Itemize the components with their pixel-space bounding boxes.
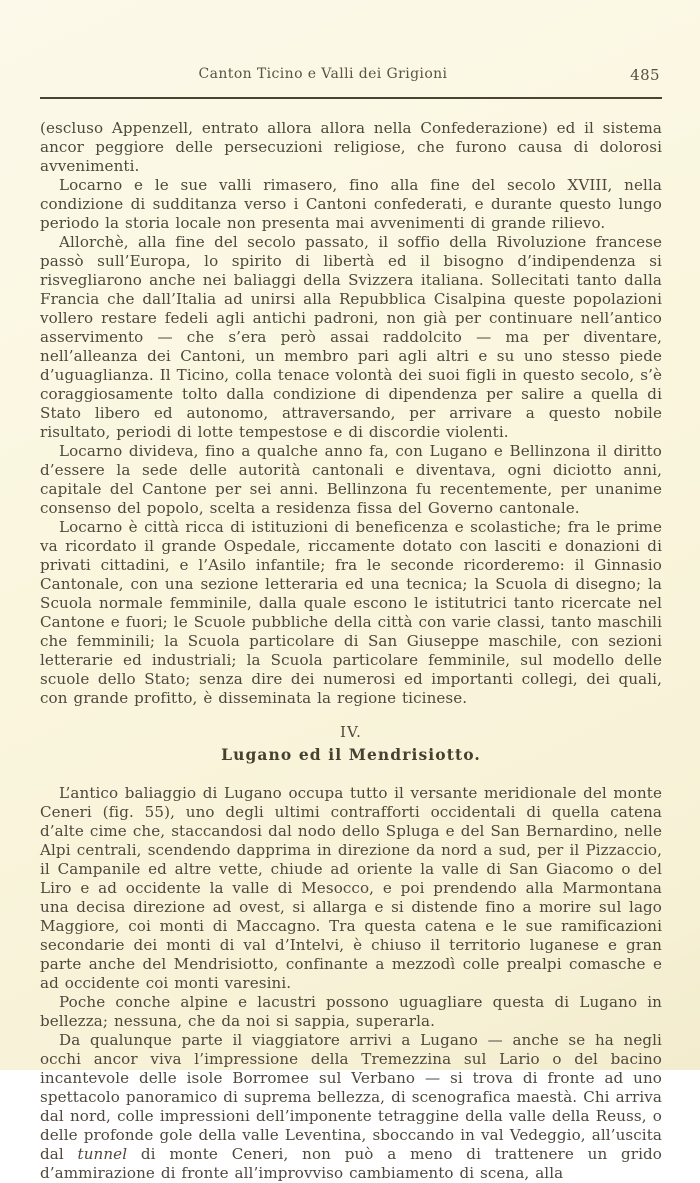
paragraph [40, 993, 662, 1031]
paragraph [40, 119, 662, 176]
paragraph [40, 784, 662, 993]
running-title: Canton Ticino e Valli dei Grigioni [198, 66, 448, 82]
paragraph [40, 1031, 662, 1183]
text-run: Allorchè, alla fine del secolo passato, il soffio della Rivoluzione francese passò sull’Europa, lo spirito di libertà ed il bisogno d’indipendenza si risvegliarono anche nei baliaggi della Svizzera italiana. Sollecitati tanto dalla Francia che dall’Italia ad unirsi alla Repubblica Cisalpina queste popolazioni vollero restare fedeli agli antichi padroni, non già per continuare nell’antico asservimento — che s’era però assai raddolcito — ma per diventare, nell’alleanza dei Cantoni, un membro pari agli altri e su uno stesso piede d’uguaglianza. Il Ticino, colla tenace volontà dei suoi figli in questo secolo, s’è coraggiosamente tolto dalla condizione di dipendenza per salire a quella di Stato libero ed autonomo, attraversando, per arrivare a questo nobile risultato, periodi di lotte tempestose e di discordie violenti. [40, 233, 662, 441]
text-run: Locarno divideva, fino a qualche anno fa, con Lugano e Bellinzona il diritto d’essere la sede delle autorità cantonali e diventava, ogni diciotto anni, capitale del Cantone per sei anni. Bellinzona fu recentemente, per unanime consenso del popolo, scelta a residenza fissa del Governo cantonale. [40, 442, 662, 517]
section-title: Lugano ed il Mendrisiotto. [221, 745, 481, 764]
page-header [40, 66, 662, 86]
body-text-after-section [40, 784, 662, 1183]
text-run: Da qualunque parte il viaggiatore arrivi a Lugano — anche se ha negli occhi ancor viva l’impressione della Tremezzina sul Lario o del bacino incantevole delle isole Borromee sul Verbano — si trova di fronte ad uno spettacolo panoramico di suprema bellezza, di scenografica maestà. Chi arriva dal nord, colle impressioni dell’imponente tetraggine della valle della Reuss, o delle profonde gole della valle Leventina, sboccando in val Vedeggio, all’uscita dal [40, 1031, 662, 1163]
header-rule [40, 97, 662, 99]
paragraph [40, 176, 662, 233]
text-run: L’antico baliaggio di Lugano occupa tutto il versante meridionale del monte Ceneri (fig. 55), uno degli ultimi contrafforti occidentali di quella catena d’alte cime che, staccandosi dal nodo dello Spluga e del San Bernardino, nelle Alpi centrali, scendendo dapprima in direzione da nord a sud, per il Pizzaccio, il Campanile ed altre vette, chiude ad oriente la valle di San Giacomo o del Liro e ad occidente la valle di Mesocco, e poi prendendo alla Marmontana una decisa direzione ad ovest, si allarga e si distende fino a morire sul lago Maggiore, coi monti di Maccagno. Tra questa catena e le sue ramificazioni secondarie dei monti di val d’Intelvi, è chiuso il territorio luganese e gran parte anche del Mendrisiotto, confinante a mezzodì colle prealpi comasche e ad occidente coi monti varesini. [40, 784, 662, 992]
page-number: 485 [630, 66, 660, 84]
text-run: (escluso Appenzell, entrato allora allora nella Confederazione) ed il sistema ancor peggiore delle persecuzioni religiose, che furono causa di dolorosi avvenimenti. [40, 119, 662, 175]
text-run: Locarno è città ricca di istituzioni di beneficenza e scolastiche; fra le prime va ricordato il grande Ospedale, riccamente dotato con lasciti e donazioni di privati cittadini, e l’Asilo infantile; fra le seconde ricorderemo: il Ginnasio Cantonale, con una sezione letteraria ed una tecnica; la Scuola di disegno; la Scuola normale femminile, dalla quale escono le istitutrici tanto ricercate nel Cantone e fuori; le Scuole pubbliche della città con varie classi, tanto maschili che femminili; la Scuola particolare di San Giuseppe maschile, con sezioni letterarie ed industriali; la Scuola particolare femminile, sul modello delle scuole dello Stato; senza dire dei numerosi ed importanti collegi, dei quali, con grande profitto, è disseminata la regione ticinese. [40, 518, 662, 707]
paragraph [40, 442, 662, 518]
text-run: di monte Ceneri, non può a meno di trattenere un grido d’ammirazione di fronte all’improvviso cambiamento di scena, alla [40, 1145, 662, 1182]
paragraph [40, 518, 662, 708]
body-text-before-section [40, 119, 662, 708]
italic-text: tunnel [77, 1145, 128, 1163]
paragraph [40, 233, 662, 442]
section-number: IV. [340, 723, 362, 741]
text-run: Locarno e le sue valli rimasero, fino alla fine del secolo XVIII, nella condizione di sudditanza verso i Cantoni confederati, e durante questo lungo periodo la storia locale non presenta mai avvenimenti di grande rilievo. [40, 176, 662, 232]
text-run: Poche conche alpine e lacustri possono uguagliare questa di Lugano in bellezza; nessuna, che da noi si sappia, superarla. [40, 993, 662, 1030]
section-heading [40, 723, 662, 764]
